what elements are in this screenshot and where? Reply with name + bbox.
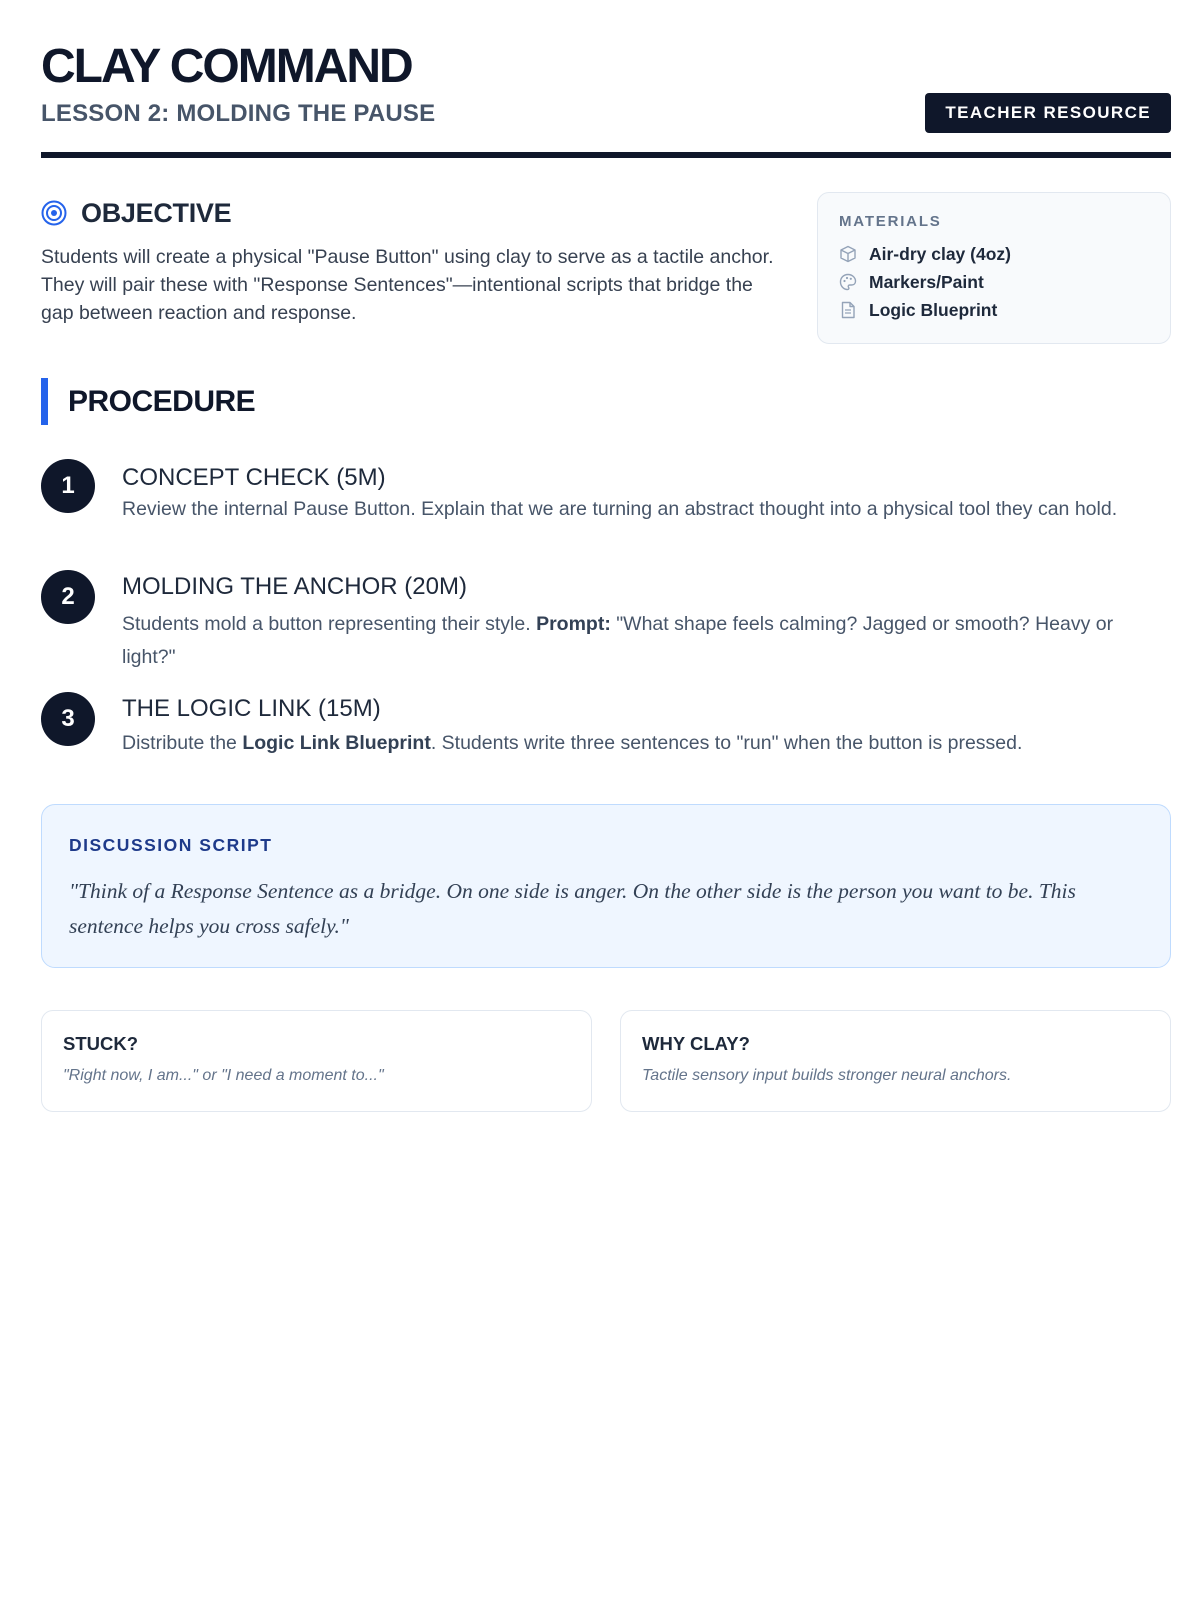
- step-text-part: . Students write three sentences to "run" when the button is pressed.: [430, 732, 1023, 754]
- procedure-title: PROCEDURE: [68, 384, 256, 418]
- card-text: Tactile sensory input builds stronger neural anchors.: [642, 1067, 1012, 1084]
- objective-text: Students will create a physical "Pause Button" using clay to serve as a tactile anchor. They will pair these with "Response Sentences"—intentional scripts that bridge the gap between reaction and response.: [41, 246, 774, 324]
- page-header: [41, 0, 1171, 158]
- materials-label: MATERIALS: [839, 213, 942, 230]
- step-number: 2: [41, 570, 95, 624]
- tip-card-stuck: [41, 1010, 592, 1112]
- step-number: 3: [41, 692, 95, 746]
- card-title: WHY CLAY?: [642, 1033, 750, 1054]
- lesson-subtitle: LESSON 2: MOLDING THE PAUSE: [41, 100, 436, 127]
- objective-heading: [41, 195, 781, 231]
- step-text-part: Distribute the: [122, 732, 243, 754]
- material-label: Markers/Paint: [869, 271, 984, 292]
- material-item: [839, 268, 1149, 296]
- teacher-resource-badge: TEACHER RESOURCE: [925, 93, 1171, 133]
- discussion-quote: "Think of a Response Sentence as a bridge. On one side is anger. On the other side is the person you want to be. This sentence helps you cross safely.": [69, 879, 1076, 938]
- tip-card-why-clay: [620, 1010, 1171, 1112]
- material-label: Air-dry clay (4oz): [869, 243, 1011, 264]
- objective-title: OBJECTIVE: [81, 197, 232, 228]
- page-title: CLAY COMMAND: [41, 40, 412, 93]
- material-item: [839, 296, 1149, 324]
- step-text-bold: Logic Link Blueprint: [242, 732, 431, 754]
- palette-icon: [839, 273, 857, 291]
- discussion-label: DISCUSSION SCRIPT: [69, 835, 273, 855]
- step-title: MOLDING THE ANCHOR (20M): [122, 573, 467, 600]
- step-text-part: Students mold a button representing their style.: [122, 613, 537, 635]
- procedure-heading: [41, 378, 255, 425]
- step-body: [122, 694, 1171, 757]
- step-title: THE LOGIC LINK (15M): [122, 695, 381, 722]
- materials-box: [817, 192, 1171, 344]
- step-body: [122, 572, 1171, 674]
- step-text-part: "What shape feels calming? Jagged or smooth? Heavy or light?": [122, 613, 1114, 668]
- step-number: 1: [41, 459, 95, 513]
- step-text: [122, 730, 1171, 757]
- target-icon: [41, 200, 67, 226]
- step-title: CONCEPT CHECK (5M): [122, 464, 386, 491]
- objective-section: [41, 195, 781, 327]
- lesson-page: [41, 0, 1171, 1084]
- card-text: "Right now, I am..." or "I need a moment to...": [63, 1067, 384, 1084]
- step-text-bold: Prompt:: [536, 613, 611, 635]
- material-label: Logic Blueprint: [869, 299, 998, 320]
- card-title: STUCK?: [63, 1033, 139, 1054]
- step-body: [122, 463, 1171, 523]
- step-text: [122, 608, 1171, 674]
- discussion-script-box: [41, 804, 1171, 968]
- cube-icon: [839, 245, 857, 263]
- document-icon: [839, 301, 857, 319]
- step-text: Review the internal Pause Button. Explain that we are turning an abstract thought into a physical tool they can hold.: [122, 498, 1118, 520]
- material-item: [839, 240, 1149, 268]
